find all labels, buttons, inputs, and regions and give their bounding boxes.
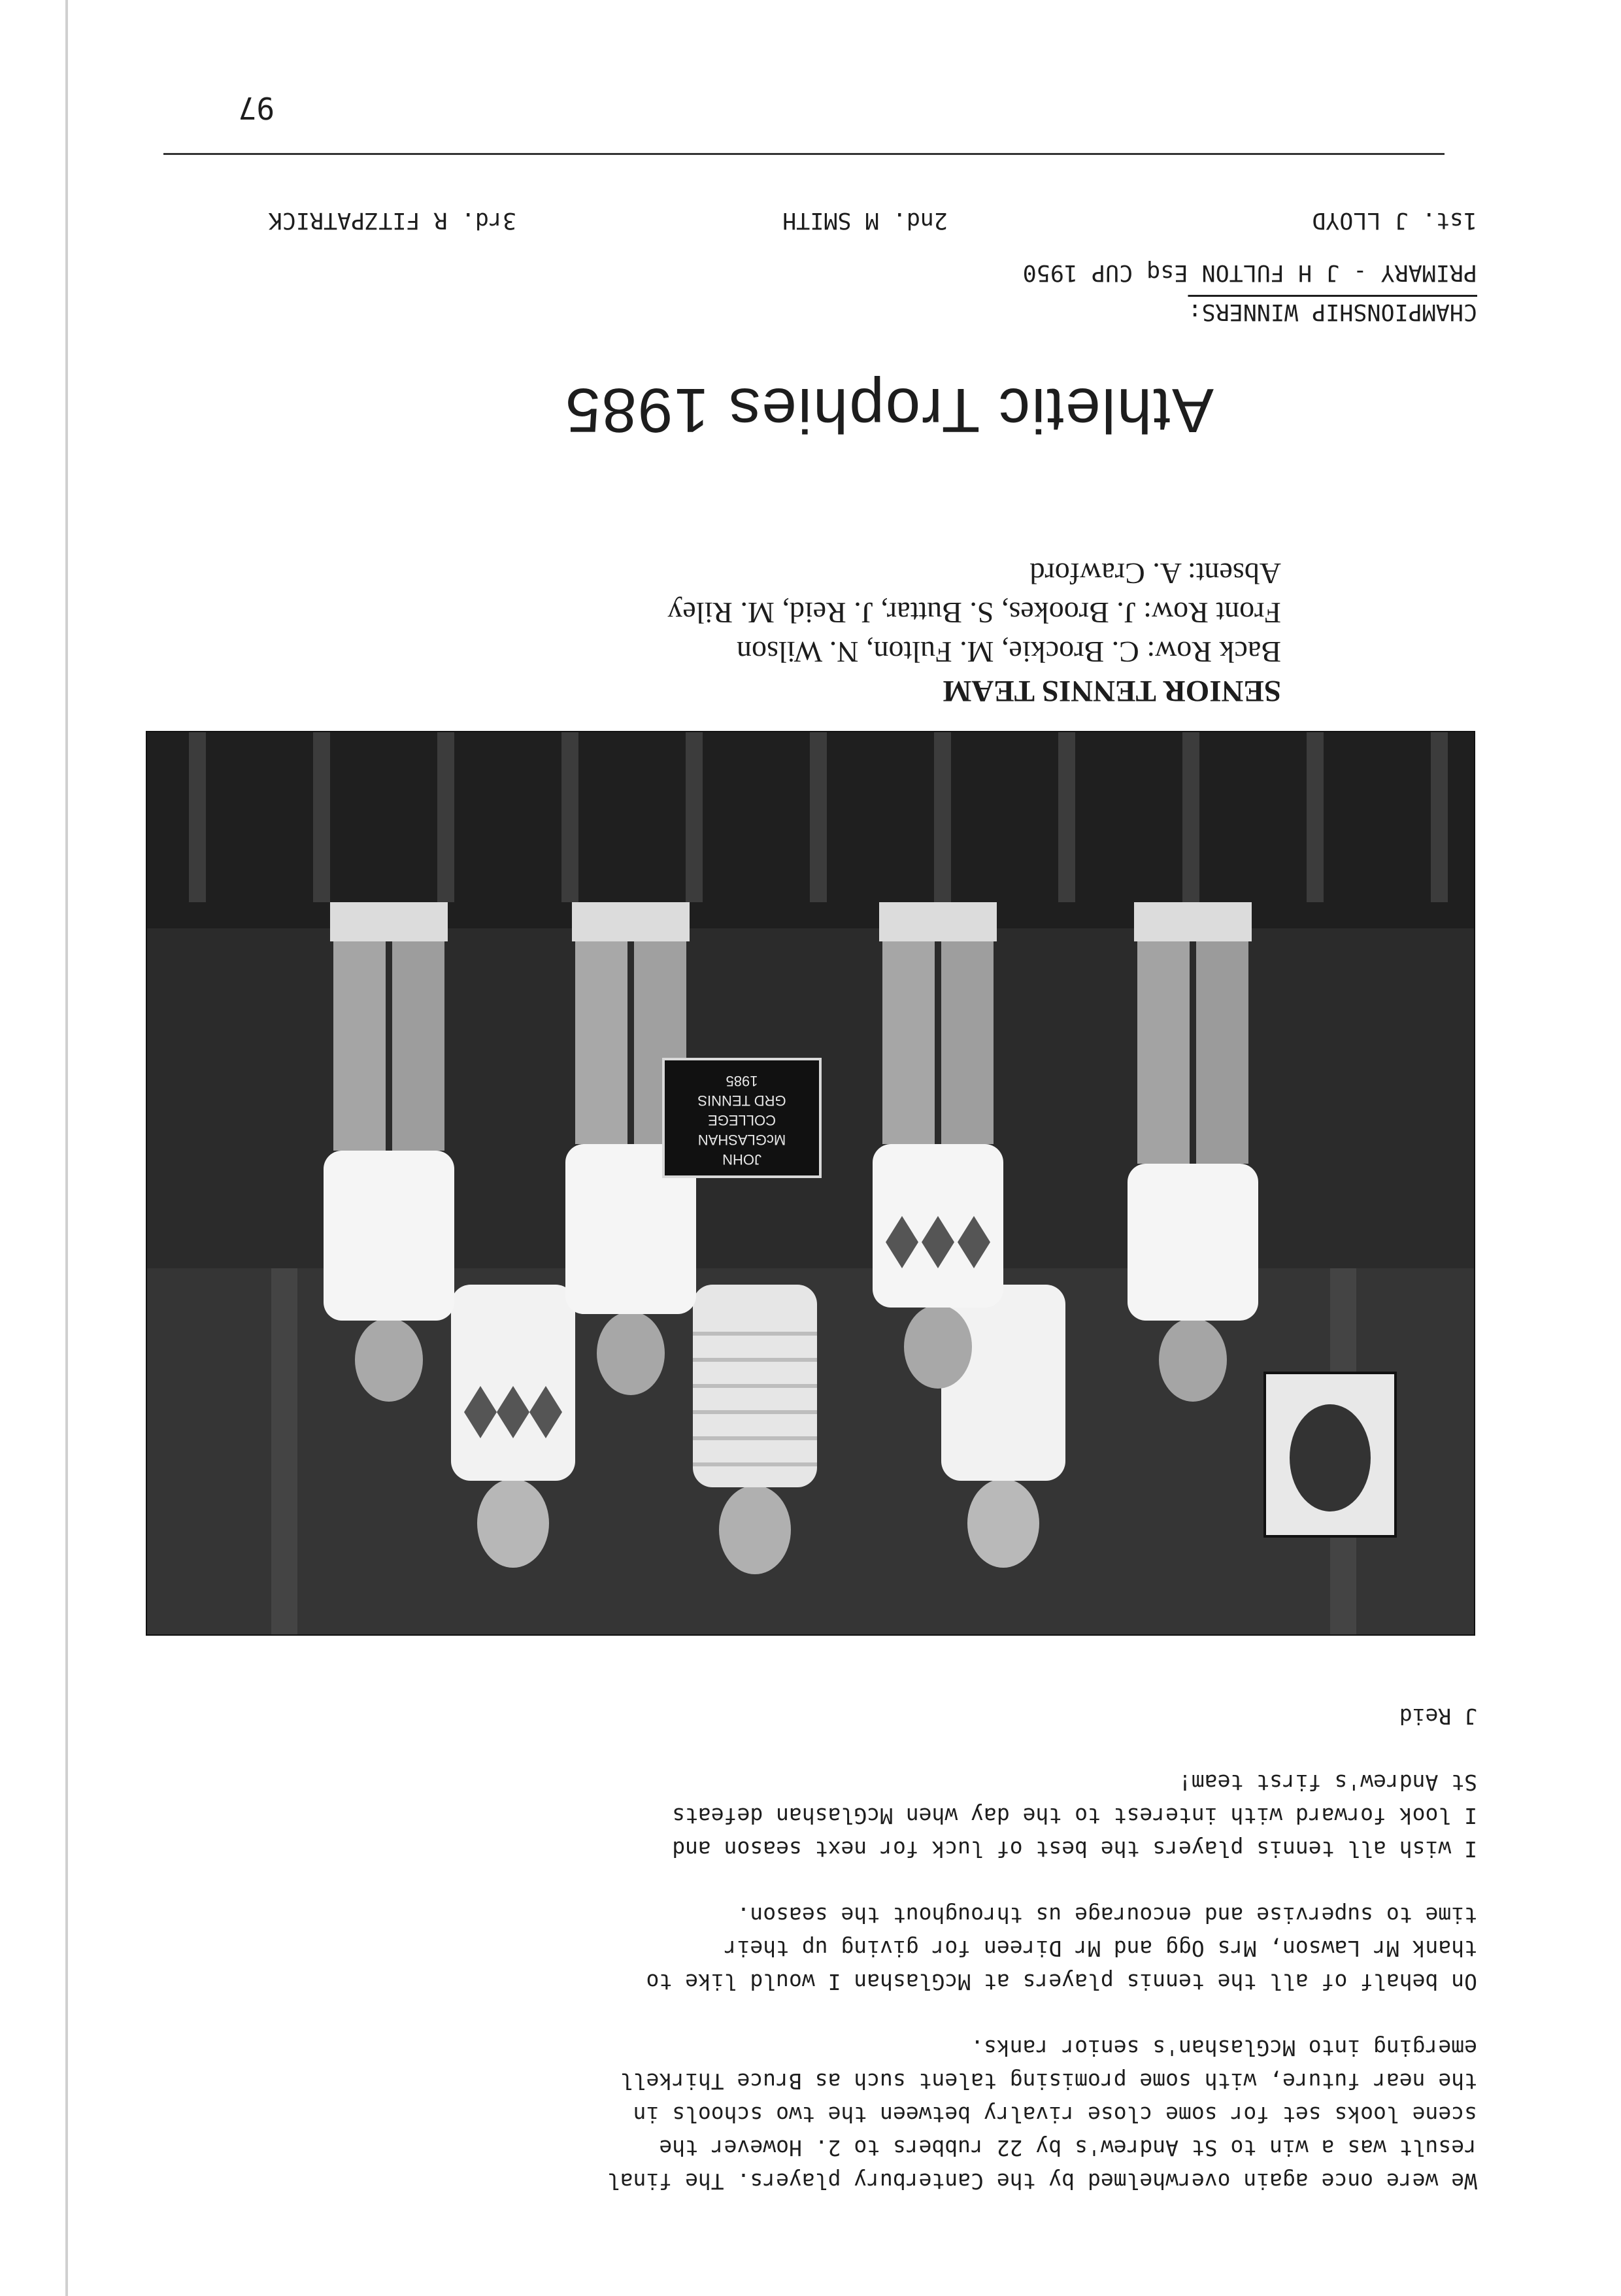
placings-row [131,201,1477,240]
trophy-award: PRIMARY - J H FULTON Esq CUP 1950 [1022,260,1477,286]
sign-line-3: COLLEGE [708,1112,776,1128]
placing-third: 3rd. R FITZPATRICK [268,207,516,233]
championship-winners [131,201,1477,331]
report-paragraph-2: On behalf of all the tennis players at McGlashan I would like to thank Mr Lawson, Mrs Ogg and Mr Direen for giving up their time to supervise and encourage us throughout the season. [646,1902,1477,1995]
team-photo [146,731,1475,1636]
caption-back-row: Back Row: C. Brockie, M. Fulton, N. Wilson [737,635,1281,669]
caption-front-row: Front Row: J. Brookes, S. Buttar, J. Reid, M. Riley [667,596,1281,630]
team-photo-illustration [147,732,1474,1634]
sign-line-5: 1985 [726,1073,758,1089]
report-paragraph-1: We were once again overwhelmed by the Canterbury players. The final result was a win to St Andrew's by 22 rubbers to 2. However the scene looks set for some close rivalry between the two schools in the near future, with some promising talent such as Bruce Thirkell emerging into McGlashan's senior ranks. [607,2035,1477,2194]
report-paragraph-3: I wish all tennis players the best of luck for next season and I look forward with interest to the day when McGlashan defeats St Andrew's first team! [672,1770,1477,1862]
athletic-trophies-heading: Athletic Trophies 1985 [564,375,1214,445]
back-row-players [451,1285,1065,1574]
sign-line-1: JOHN [722,1151,761,1168]
binder-margin-line [65,0,68,2296]
caption-absent: Absent: A. Crawford [1029,557,1281,590]
sign-line-4: GRD TENNIS [697,1092,786,1109]
caption-title: SENIOR TENNIS TEAM [942,674,1281,708]
sign-line-2: McGLASHAN [697,1132,786,1148]
report-signature: J Reid [1399,1704,1477,1729]
placing-second: 2nd. M SMITH [782,207,948,233]
footer-rule [163,153,1445,155]
placing-first: 1st. J LLOYD [1312,207,1477,233]
page-number: 97 [238,90,275,126]
championship-label: CHAMPIONSHIP WINNERS: [1188,299,1477,325]
photo-caption [431,554,1281,711]
tennis-report [150,1667,1477,2198]
team-sign-board [663,1059,820,1177]
